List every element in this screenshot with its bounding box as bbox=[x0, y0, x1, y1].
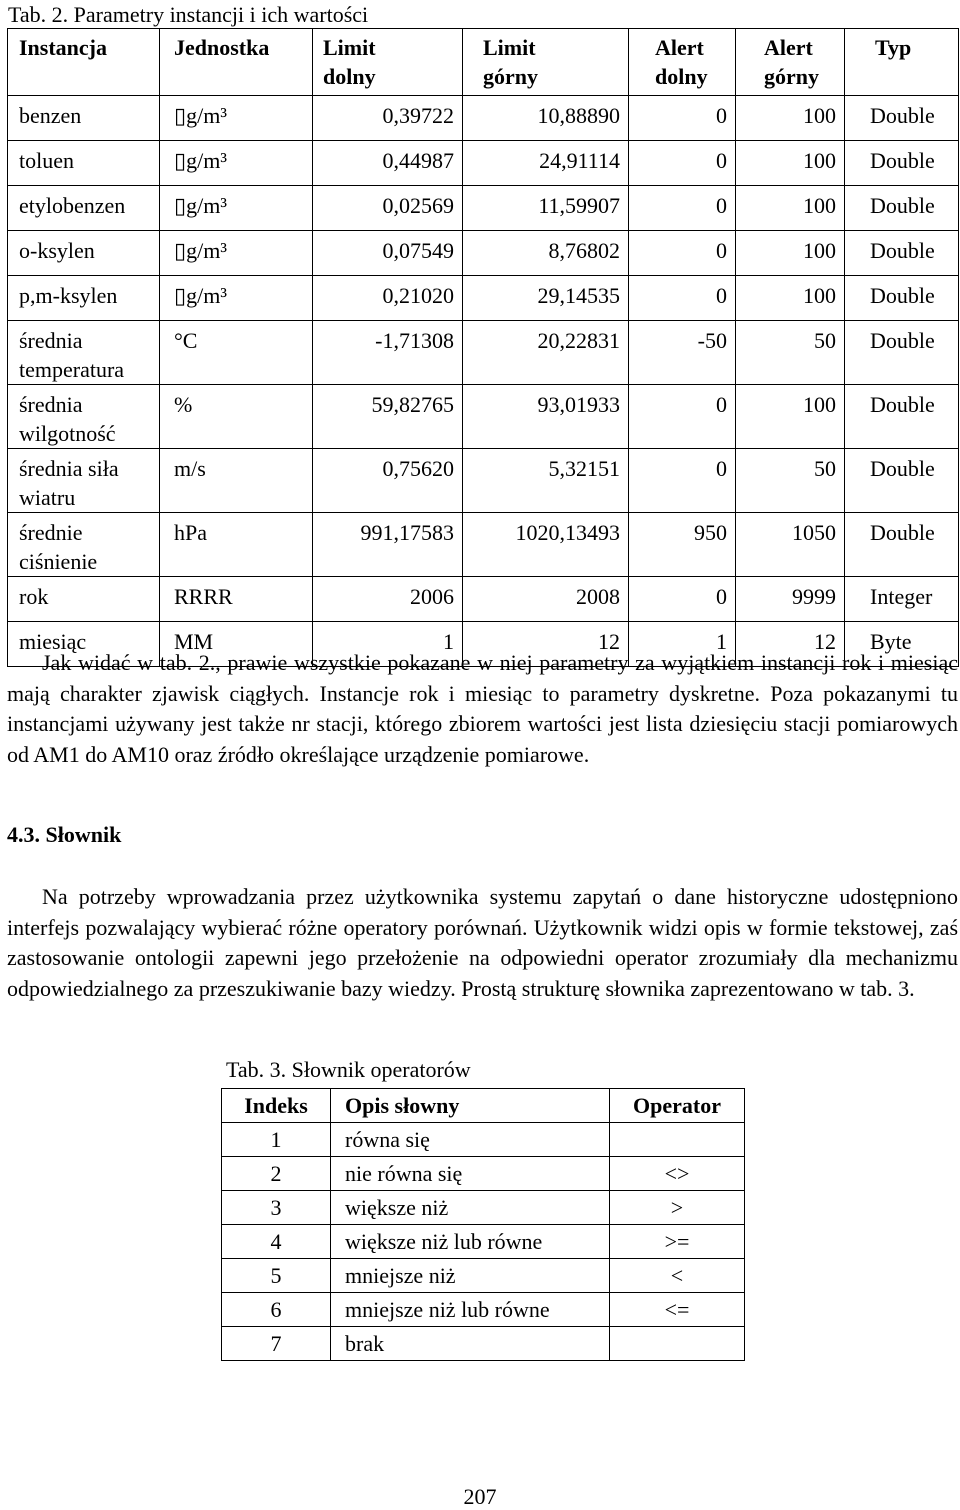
cell-operator: > bbox=[610, 1191, 745, 1225]
header-limit-dolny bbox=[313, 29, 463, 96]
cell-jednostka: % bbox=[160, 385, 313, 449]
header-limit-gorny bbox=[463, 29, 629, 96]
cell-limit-gorny: 29,14535 bbox=[463, 276, 629, 321]
header-alert-dolny-line1: Alert bbox=[655, 35, 704, 60]
cell-alert-dolny: -50 bbox=[629, 321, 736, 385]
cell-operator: <> bbox=[610, 1157, 745, 1191]
cell-indeks: 2 bbox=[222, 1157, 331, 1191]
cell-instancja: etylobenzen bbox=[8, 186, 160, 231]
header-alert-gorny-line1: Alert bbox=[764, 35, 813, 60]
cell-limit-gorny: 8,76802 bbox=[463, 231, 629, 276]
table-row bbox=[8, 513, 959, 577]
cell-operator: >= bbox=[610, 1225, 745, 1259]
cell-alert-dolny: 0 bbox=[629, 141, 736, 186]
cell-limit-gorny: 2008 bbox=[463, 577, 629, 622]
table-row bbox=[222, 1123, 745, 1157]
header-operator: Operator bbox=[610, 1089, 745, 1123]
paragraph-2-text: Na potrzeby wprowadzania przez użytkownika systemu zapytań o dane historyczne udostępniono interfejs pozwalający wybierać różne operatory porównań. Użytkownik widzi opis w formie tekstowej, zaś zastosowanie ontologii zapewni jego przełożenie na odpowiedni operator zrozumiały dla mechanizmu odpowiedzialnego za przeszukiwanie bazy wiedzy. Prostą strukturę słownika zaprezentowano w tab. 3. bbox=[7, 884, 958, 1001]
cell-jednostka: m/s bbox=[160, 449, 313, 513]
table-row bbox=[8, 186, 959, 231]
cell-alert-gorny: 50 bbox=[736, 449, 845, 513]
cell-limit-gorny: 20,22831 bbox=[463, 321, 629, 385]
cell-instancja: miesiąc bbox=[8, 622, 160, 667]
cell-alert-dolny: 0 bbox=[629, 577, 736, 622]
cell-limit-dolny: 0,75620 bbox=[313, 449, 463, 513]
cell-instancja: średnia temperatura bbox=[8, 321, 160, 385]
parameters-table bbox=[7, 28, 959, 667]
header-alert-gorny bbox=[736, 29, 845, 96]
cell-typ: Double bbox=[845, 449, 959, 513]
cell-alert-dolny: 0 bbox=[629, 276, 736, 321]
cell-limit-gorny: 93,01933 bbox=[463, 385, 629, 449]
cell-indeks: 1 bbox=[222, 1123, 331, 1157]
cell-limit-dolny: 59,82765 bbox=[313, 385, 463, 449]
cell-instancja: p,m-ksylen bbox=[8, 276, 160, 321]
cell-opis: większe niż lub równe bbox=[331, 1225, 610, 1259]
cell-alert-gorny: 9999 bbox=[736, 577, 845, 622]
cell-alert-dolny: 1 bbox=[629, 622, 736, 667]
table-row bbox=[222, 1157, 745, 1191]
cell-indeks: 6 bbox=[222, 1293, 331, 1327]
cell-jednostka: ▯g/m³ bbox=[160, 141, 313, 186]
cell-alert-gorny: 50 bbox=[736, 321, 845, 385]
cell-alert-gorny: 100 bbox=[736, 186, 845, 231]
table-row bbox=[222, 1293, 745, 1327]
cell-jednostka: hPa bbox=[160, 513, 313, 577]
cell-opis: równa się bbox=[331, 1123, 610, 1157]
table-row bbox=[8, 577, 959, 622]
header-typ: Typ bbox=[845, 29, 959, 96]
cell-limit-dolny: -1,71308 bbox=[313, 321, 463, 385]
paragraph-1 bbox=[7, 648, 958, 770]
cell-alert-dolny: 0 bbox=[629, 449, 736, 513]
page-number: 207 bbox=[463, 1484, 497, 1509]
cell-opis: większe niż bbox=[331, 1191, 610, 1225]
cell-jednostka: ▯g/m³ bbox=[160, 231, 313, 276]
cell-limit-dolny: 0,44987 bbox=[313, 141, 463, 186]
cell-instancja: toluen bbox=[8, 141, 160, 186]
cell-indeks: 4 bbox=[222, 1225, 331, 1259]
cell-jednostka: ▯g/m³ bbox=[160, 276, 313, 321]
cell-operator: < bbox=[610, 1259, 745, 1293]
table-row bbox=[222, 1191, 745, 1225]
cell-typ: Double bbox=[845, 186, 959, 231]
cell-indeks: 5 bbox=[222, 1259, 331, 1293]
cell-alert-gorny: 100 bbox=[736, 96, 845, 141]
header-alert-dolny-line2: dolny bbox=[655, 64, 708, 89]
cell-limit-gorny: 10,88890 bbox=[463, 96, 629, 141]
cell-typ: Double bbox=[845, 385, 959, 449]
cell-jednostka: ▯g/m³ bbox=[160, 96, 313, 141]
section-heading: 4.3. Słownik bbox=[7, 822, 122, 847]
cell-alert-dolny: 0 bbox=[629, 96, 736, 141]
table-3-caption: Tab. 3. Słownik operatorów bbox=[226, 1057, 471, 1082]
cell-typ: Double bbox=[845, 231, 959, 276]
table-2-caption: Tab. 2. Parametry instancji i ich wartości bbox=[8, 2, 369, 27]
cell-operator: <= bbox=[610, 1293, 745, 1327]
header-indeks: Indeks bbox=[222, 1089, 331, 1123]
cell-instancja: średnie ciśnienie bbox=[8, 513, 160, 577]
cell-alert-gorny: 100 bbox=[736, 141, 845, 186]
cell-limit-dolny: 0,21020 bbox=[313, 276, 463, 321]
cell-jednostka: ▯g/m³ bbox=[160, 186, 313, 231]
cell-limit-gorny: 11,59907 bbox=[463, 186, 629, 231]
cell-alert-dolny: 0 bbox=[629, 385, 736, 449]
cell-typ: Double bbox=[845, 513, 959, 577]
cell-limit-dolny: 0,02569 bbox=[313, 186, 463, 231]
cell-alert-dolny: 950 bbox=[629, 513, 736, 577]
paragraph-1-text: Jak widać w tab. 2., prawie wszystkie pokazane w niej parametry za wyjątkiem instancji rok i miesiąc mają charakter zjawisk ciągłych. Instancje rok i miesiąc to parametry dyskretne. Poza pokazanymi tu instancjami używany jest także nr stacji, którego zbiorem wartości jest lista dziesięciu stacji pomiarowych od AM1 do AM10 oraz źródło określające urządzenie pomiarowe. bbox=[7, 650, 958, 767]
table-row bbox=[222, 1327, 745, 1361]
cell-operator bbox=[610, 1123, 745, 1157]
header-limit-dolny-line1: Limit bbox=[323, 35, 376, 60]
cell-limit-dolny: 1 bbox=[313, 622, 463, 667]
cell-limit-dolny: 0,07549 bbox=[313, 231, 463, 276]
table-row bbox=[8, 276, 959, 321]
table-row bbox=[8, 96, 959, 141]
cell-typ: Integer bbox=[845, 577, 959, 622]
table-row bbox=[8, 385, 959, 449]
cell-instancja: benzen bbox=[8, 96, 160, 141]
cell-limit-gorny: 24,91114 bbox=[463, 141, 629, 186]
operators-table bbox=[221, 1088, 745, 1361]
header-alert-gorny-line2: górny bbox=[764, 64, 819, 89]
cell-alert-gorny: 100 bbox=[736, 385, 845, 449]
cell-opis: mniejsze niż lub równe bbox=[331, 1293, 610, 1327]
cell-typ: Double bbox=[845, 141, 959, 186]
cell-alert-gorny: 1050 bbox=[736, 513, 845, 577]
cell-instancja: średnia siła wiatru bbox=[8, 449, 160, 513]
cell-opis: nie równa się bbox=[331, 1157, 610, 1191]
cell-limit-gorny: 1020,13493 bbox=[463, 513, 629, 577]
paragraph-2 bbox=[7, 882, 958, 1004]
cell-typ: Byte bbox=[845, 622, 959, 667]
header-instancja: Instancja bbox=[8, 29, 160, 96]
cell-limit-gorny: 5,32151 bbox=[463, 449, 629, 513]
header-alert-dolny bbox=[629, 29, 736, 96]
cell-jednostka: RRRR bbox=[160, 577, 313, 622]
cell-indeks: 7 bbox=[222, 1327, 331, 1361]
table-row bbox=[222, 1225, 745, 1259]
cell-alert-gorny: 12 bbox=[736, 622, 845, 667]
cell-instancja: rok bbox=[8, 577, 160, 622]
header-opis: Opis słowny bbox=[331, 1089, 610, 1123]
cell-jednostka: MM bbox=[160, 622, 313, 667]
table-row bbox=[8, 449, 959, 513]
cell-limit-dolny: 991,17583 bbox=[313, 513, 463, 577]
parameters-table-header-row bbox=[8, 29, 959, 96]
cell-limit-gorny: 12 bbox=[463, 622, 629, 667]
cell-instancja: średnia wilgotność bbox=[8, 385, 160, 449]
header-jednostka: Jednostka bbox=[160, 29, 313, 96]
cell-typ: Double bbox=[845, 321, 959, 385]
cell-limit-dolny: 2006 bbox=[313, 577, 463, 622]
header-limit-dolny-line2: dolny bbox=[323, 64, 376, 89]
cell-opis: mniejsze niż bbox=[331, 1259, 610, 1293]
operators-table-header-row bbox=[222, 1089, 745, 1123]
cell-alert-gorny: 100 bbox=[736, 276, 845, 321]
cell-alert-gorny: 100 bbox=[736, 231, 845, 276]
header-limit-gorny-line2: górny bbox=[483, 64, 538, 89]
cell-operator bbox=[610, 1327, 745, 1361]
table-row bbox=[222, 1259, 745, 1293]
cell-instancja: o-ksylen bbox=[8, 231, 160, 276]
cell-typ: Double bbox=[845, 96, 959, 141]
table-row bbox=[8, 141, 959, 186]
header-limit-gorny-line1: Limit bbox=[483, 35, 536, 60]
table-row bbox=[8, 231, 959, 276]
cell-limit-dolny: 0,39722 bbox=[313, 96, 463, 141]
table-row bbox=[8, 321, 959, 385]
cell-jednostka: °C bbox=[160, 321, 313, 385]
cell-alert-dolny: 0 bbox=[629, 231, 736, 276]
cell-indeks: 3 bbox=[222, 1191, 331, 1225]
cell-opis: brak bbox=[331, 1327, 610, 1361]
cell-typ: Double bbox=[845, 276, 959, 321]
cell-alert-dolny: 0 bbox=[629, 186, 736, 231]
